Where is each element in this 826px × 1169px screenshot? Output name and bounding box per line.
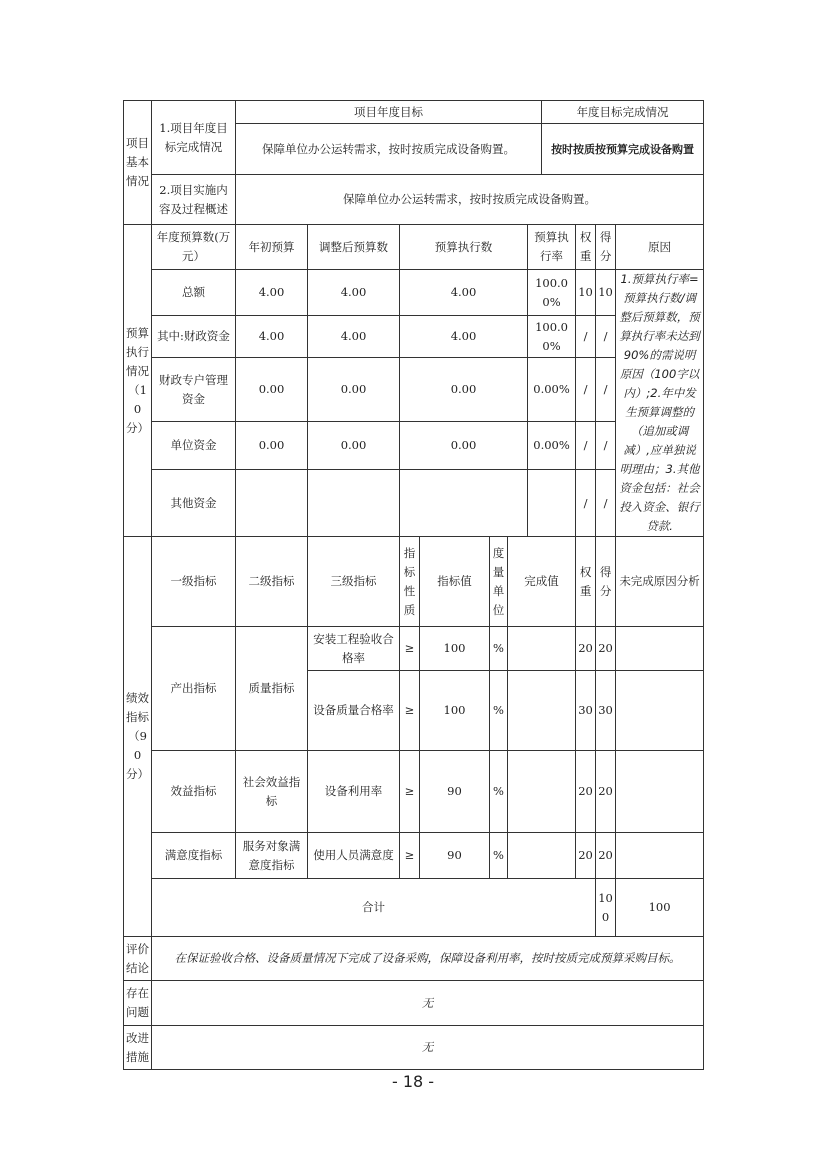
budget-row-score: / — [596, 316, 616, 358]
budget-row-score: / — [596, 470, 616, 537]
perf-satisfaction-l1: 满意度指标 — [152, 833, 236, 879]
total-label: 合计 — [152, 879, 596, 937]
goal-text: 保障单位办公运转需求，按时按质完成设备购置。 — [236, 124, 542, 175]
perf-row-done — [508, 671, 576, 751]
perf-row-value: 90 — [420, 833, 490, 879]
budget-row-name: 财政专户管理资金 — [152, 357, 236, 421]
perf-row-done — [508, 833, 576, 879]
budget-header-score: 得分 — [596, 225, 616, 270]
goal-header: 项目年度目标 — [236, 101, 542, 124]
budget-row-name: 其他资金 — [152, 470, 236, 537]
perf-row-analysis — [616, 627, 704, 671]
perf-row-l3: 安装工程验收合格率 — [308, 627, 400, 671]
page-number: - 18 - — [391, 1072, 435, 1091]
perf-service-l2: 服务对象满意度指标 — [236, 833, 308, 879]
budget-header-adjusted: 调整后预算数 — [308, 225, 400, 270]
budget-row-score: / — [596, 357, 616, 421]
budget-section-label: 预算执行情况（10分） — [124, 225, 152, 537]
budget-row-weight: 10 — [576, 270, 596, 316]
budget-row-initial — [236, 470, 308, 537]
budget-row-adjusted: 0.00 — [308, 357, 400, 421]
perf-header-nature: 指标性质 — [400, 537, 420, 627]
perf-row-value: 90 — [420, 751, 490, 833]
perf-header-unit: 度量单位 — [490, 537, 508, 627]
budget-row-executed: 4.00 — [400, 270, 528, 316]
perf-row-unit: % — [490, 833, 508, 879]
budget-row-adjusted — [308, 470, 400, 537]
perf-row-analysis — [616, 833, 704, 879]
budget-header-annual: 年度预算数(万元） — [152, 225, 236, 270]
budget-row-name: 其中:财政资金 — [152, 316, 236, 358]
total-weight: 100 — [596, 879, 616, 937]
budget-row-weight: / — [576, 357, 596, 421]
budget-reason-text: 1.预算执行率=预算执行数/调整后预算数，预算执行率未达到90%的需说明原因（100字以内）;2.年中发生预算调整的（追加或调减）,应单独说明理由；3.其他资金包括：社会投入资金、银行贷款. — [616, 270, 704, 537]
issues-text: 无 — [152, 981, 704, 1026]
perf-section-label: 绩效指标（90分） — [124, 537, 152, 937]
perf-row-score: 30 — [596, 671, 616, 751]
perf-row-unit: % — [490, 627, 508, 671]
improve-text: 无 — [152, 1026, 704, 1070]
budget-row-adjusted: 4.00 — [308, 316, 400, 358]
budget-row-initial: 0.00 — [236, 422, 308, 470]
total-score: 100 — [616, 879, 704, 937]
budget-row-executed: 4.00 — [400, 316, 528, 358]
budget-row-rate — [528, 470, 576, 537]
perf-row-nature: ≥ — [400, 833, 420, 879]
budget-row-adjusted: 0.00 — [308, 422, 400, 470]
perf-row-analysis — [616, 671, 704, 751]
budget-row-initial: 4.00 — [236, 270, 308, 316]
perf-row-done — [508, 627, 576, 671]
basic-section-label: 项目基本情况 — [124, 101, 152, 225]
budget-row-name: 单位资金 — [152, 422, 236, 470]
perf-header-analysis: 未完成原因分析 — [616, 537, 704, 627]
perf-row-nature: ≥ — [400, 671, 420, 751]
perf-row-nature: ≥ — [400, 751, 420, 833]
perf-row-score: 20 — [596, 627, 616, 671]
perf-output-l1: 产出指标 — [152, 627, 236, 751]
conclusion-label: 评价结论 — [124, 937, 152, 981]
budget-row-executed: 0.00 — [400, 357, 528, 421]
perf-row-done — [508, 751, 576, 833]
issues-label: 存在问题 — [124, 981, 152, 1026]
budget-row-rate: 100.00% — [528, 316, 576, 358]
budget-row-weight: / — [576, 422, 596, 470]
perf-header-value: 指标值 — [420, 537, 490, 627]
budget-row-rate: 0.00% — [528, 422, 576, 470]
budget-row-name: 总额 — [152, 270, 236, 316]
budget-row-weight: / — [576, 316, 596, 358]
perf-row-weight: 20 — [576, 751, 596, 833]
budget-row-executed — [400, 470, 528, 537]
budget-row-adjusted: 4.00 — [308, 270, 400, 316]
improve-label: 改进措施 — [124, 1026, 152, 1070]
conclusion-text: 在保证验收合格、设备质量情况下完成了设备采购，保障设备利用率，按时按质完成预算采购目标。 — [152, 937, 704, 981]
perf-row-nature: ≥ — [400, 627, 420, 671]
budget-row-score: / — [596, 422, 616, 470]
budget-header-initial: 年初预算 — [236, 225, 308, 270]
perf-row-score: 20 — [596, 751, 616, 833]
perf-row-unit: % — [490, 751, 508, 833]
budget-row-initial: 0.00 — [236, 357, 308, 421]
perf-header-level1: 一级指标 — [152, 537, 236, 627]
perf-header-done: 完成值 — [508, 537, 576, 627]
perf-row-l3: 设备质量合格率 — [308, 671, 400, 751]
budget-header-reason: 原因 — [616, 225, 704, 270]
perf-row-analysis — [616, 751, 704, 833]
perf-row-value: 100 — [420, 671, 490, 751]
perf-row-unit: % — [490, 671, 508, 751]
perf-row-weight: 30 — [576, 671, 596, 751]
perf-row-value: 100 — [420, 627, 490, 671]
perf-header-weight: 权重 — [576, 537, 596, 627]
perf-row-l3: 使用人员满意度 — [308, 833, 400, 879]
perf-header-score: 得分 — [596, 537, 616, 627]
budget-row-initial: 4.00 — [236, 316, 308, 358]
budget-header-rate: 预算执行率 — [528, 225, 576, 270]
perf-row-weight: 20 — [576, 627, 596, 671]
perf-row-score: 20 — [596, 833, 616, 879]
budget-row-rate: 100.00% — [528, 270, 576, 316]
completion-header: 年度目标完成情况 — [542, 101, 704, 124]
budget-row-weight: / — [576, 470, 596, 537]
budget-row-executed: 0.00 — [400, 422, 528, 470]
perf-social-l2: 社会效益指标 — [236, 751, 308, 833]
perf-quality-l2: 质量指标 — [236, 627, 308, 751]
perf-header-level2: 二级指标 — [236, 537, 308, 627]
performance-table — [123, 100, 704, 1070]
impl-text: 保障单位办公运转需求，按时按质完成设备购置。 — [236, 175, 704, 225]
budget-row-score: 10 — [596, 270, 616, 316]
completion-text: 按时按质按预算完成设备购置 — [542, 124, 704, 175]
budget-header-weight: 权重 — [576, 225, 596, 270]
budget-row-rate: 0.00% — [528, 357, 576, 421]
perf-benefit-l1: 效益指标 — [152, 751, 236, 833]
impl-label: 2.项目实施内容及过程概述 — [152, 175, 236, 225]
goal-label: 1.项目年度目标完成情况 — [152, 101, 236, 175]
perf-header-level3: 三级指标 — [308, 537, 400, 627]
perf-row-l3: 设备利用率 — [308, 751, 400, 833]
perf-row-weight: 20 — [576, 833, 596, 879]
budget-header-executed: 预算执行数 — [400, 225, 528, 270]
